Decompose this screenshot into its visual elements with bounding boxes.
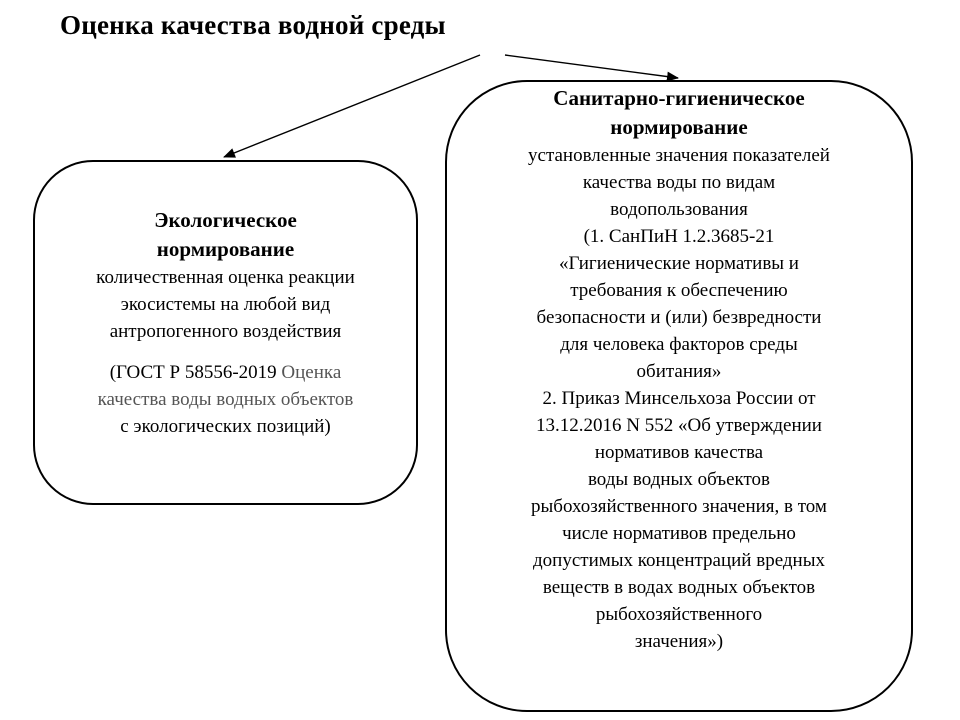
sanitary-text-line: рыбохозяйственного bbox=[595, 604, 763, 625]
ecological-standardization-box bbox=[33, 160, 418, 505]
sanitary-text-line: значения») bbox=[634, 631, 724, 652]
sanitary-heading-line-1: Санитарно-гигиеническое bbox=[553, 86, 805, 110]
sanitary-hygienic-standardization-box bbox=[445, 80, 913, 712]
sanitary-text-line: установленные значения показателей bbox=[528, 145, 830, 166]
sanitary-text-line: числе нормативов предельно bbox=[562, 523, 796, 544]
sanitary-heading-line-2: нормирование bbox=[610, 115, 748, 139]
sanitary-text-line: веществ в водах водных объектов bbox=[542, 577, 816, 598]
sanitary-text-line: 13.12.2016 N 552 «Об утверждении bbox=[536, 415, 822, 436]
diagram-title: Оценка качества водной среды bbox=[60, 10, 446, 40]
sanitary-text-line: рыбохозяйственного значения, в том bbox=[531, 496, 827, 517]
arrow-to-ecological bbox=[224, 55, 480, 157]
sanitary-text-line: допустимых концентраций вредных bbox=[533, 550, 825, 571]
standard-name-start: Оценка bbox=[281, 362, 342, 383]
sanitary-text-line: «Гигиенические нормативы и bbox=[559, 253, 799, 274]
ecological-standard-line-1 bbox=[35, 359, 416, 386]
ecological-heading-line-2: нормирование bbox=[156, 237, 295, 261]
ecological-standard-line-3: с экологических позиций) bbox=[120, 416, 331, 437]
sanitary-text-line: нормативов качества bbox=[594, 442, 764, 463]
ecological-description-line-1: количественная оценка реакции bbox=[96, 267, 355, 288]
arrow-to-sanitary bbox=[505, 55, 678, 78]
sanitary-text-line: 2. Приказ Минсельхоза России от bbox=[542, 388, 816, 409]
ecological-description-line-3: антропогенного воздействия bbox=[109, 321, 342, 342]
ecological-description-line-2: экосистемы на любой вид bbox=[120, 294, 331, 315]
ecological-standard-line-2: качества воды водных объектов bbox=[97, 389, 354, 410]
sanitary-text-line: водопользования bbox=[610, 199, 748, 220]
sanitary-text-line: требования к обеспечению bbox=[570, 280, 788, 301]
sanitary-text-line: безопасности и (или) безвредности bbox=[536, 307, 822, 328]
sanitary-text-line: (1. СанПиН 1.2.3685-21 bbox=[583, 226, 775, 247]
standard-code: (ГОСТ Р 58556-2019 bbox=[109, 362, 277, 383]
sanitary-text-line: качества воды по видам bbox=[582, 172, 776, 193]
sanitary-text-line: для человека факторов среды bbox=[560, 334, 798, 355]
ecological-heading-line-1: Экологическое bbox=[154, 208, 297, 232]
sanitary-text-line: обитания» bbox=[636, 361, 722, 382]
sanitary-text-line: воды водных объектов bbox=[587, 469, 771, 490]
